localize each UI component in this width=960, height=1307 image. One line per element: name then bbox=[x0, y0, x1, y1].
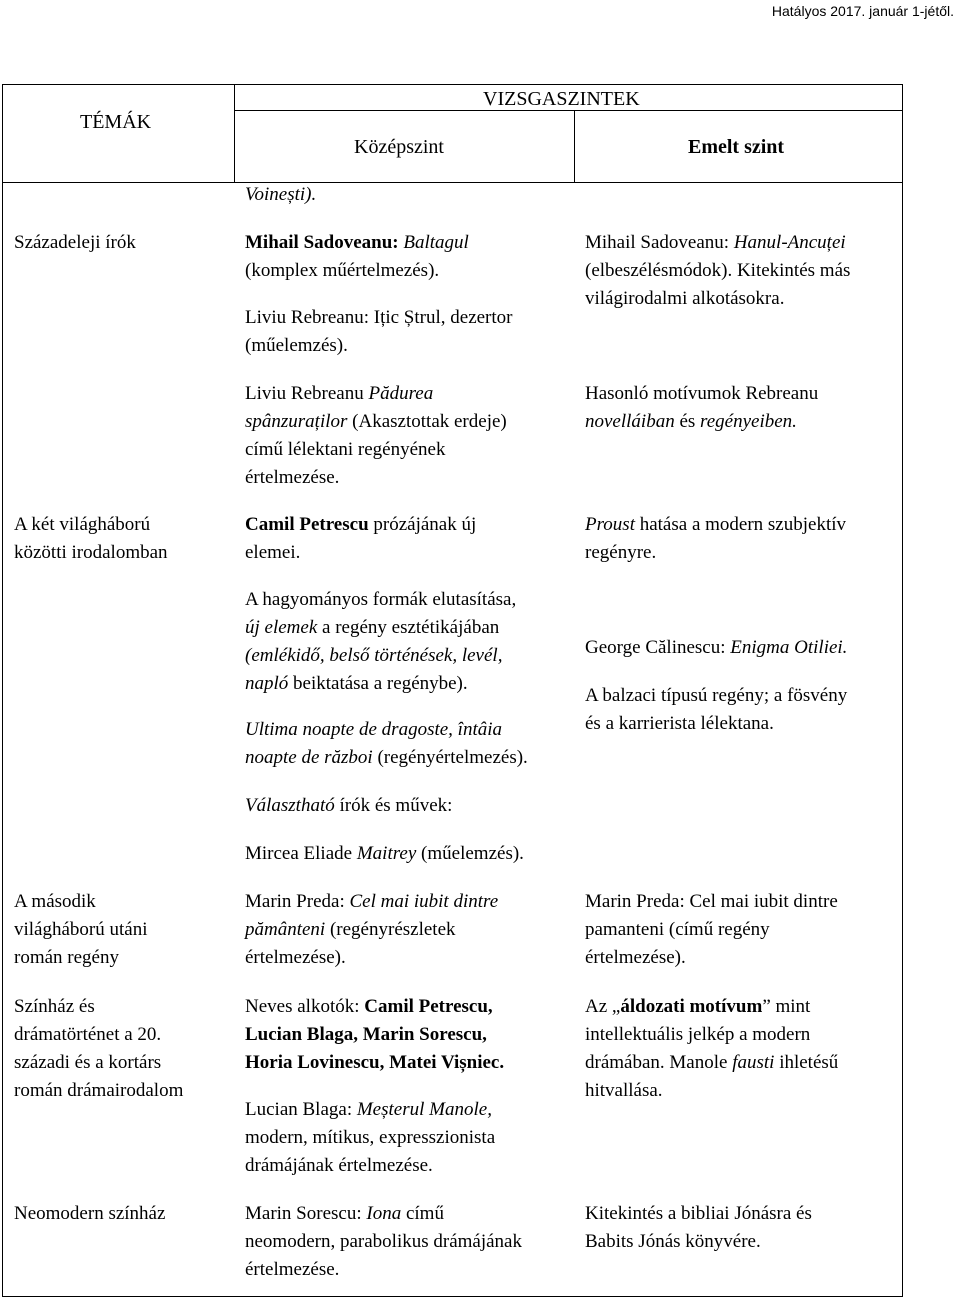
mid-level-header: Középszint bbox=[354, 136, 444, 158]
mid-sorescu: Marin Sorescu: Iona című neomodern, parabolikus drámájának értelmezése. bbox=[245, 1203, 522, 1280]
mid-preda: Marin Preda: Cel mai iubit dintre pământeni (regényrészletek értelmezése). bbox=[245, 891, 499, 968]
continuation-text: Voinești). bbox=[245, 184, 317, 205]
mid-rebreanu-padurea: Liviu Rebreanu Pădurea spânzuraților (Akasztottak erdeje) című lélektani regényének értelmezése. bbox=[245, 383, 507, 488]
mid-traditional-forms: A hagyományos formák elutasítása, új elemek a regény esztétikájában (emlékidő, belső történések, levél, napló beiktatása a regénybe). bbox=[245, 589, 517, 694]
mid-rebreanu-dezertor: Liviu Rebreanu: Ițic Ștrul, dezertor (műelemzés). bbox=[245, 307, 513, 356]
advanced-level-header: Emelt szint bbox=[688, 136, 785, 158]
topic-century-writers: Századeleji írók bbox=[14, 232, 136, 253]
page-header-note: Hatályos 2017. január 1-jétől. bbox=[771, 3, 954, 19]
mid-eliade: Mircea Eliade Maitrey (műelemzés). bbox=[245, 843, 524, 864]
exam-levels-header: VIZSGASZINTEK bbox=[483, 88, 640, 110]
adv-balzac: A balzaci típusú regény; a fösvény és a karrierista lélektana. bbox=[585, 685, 848, 734]
adv-sacrifice-motif: Az „áldozati motívum” mint intellektuális jelkép a modern drámában. Manole fausti ihletésű hitvallása. bbox=[585, 996, 839, 1101]
topic-postwar: A második világháború utáni román regény bbox=[14, 891, 148, 968]
table-divider bbox=[2, 182, 903, 183]
mid-selectable-works: Választható írók és művek: bbox=[245, 795, 453, 816]
adv-calinescu: George Călinescu: Enigma Otiliei. bbox=[585, 637, 848, 658]
table-divider bbox=[574, 110, 575, 182]
mid-blaga: Lucian Blaga: Meșterul Manole, modern, mítikus, expresszionista drámájának értelmezése. bbox=[245, 1099, 496, 1176]
mid-ultima-noapte: Ultima noapte de dragoste, întâia noapte de război (regényértelmezés). bbox=[245, 719, 528, 768]
adv-proust: Proust hatása a modern szubjektív regényre. bbox=[585, 514, 847, 563]
adv-sadoveanu: Mihail Sadoveanu: Hanul-Ancuței (elbeszélésmódok). Kitekintés más világirodalmi alkotásokra. bbox=[585, 232, 851, 309]
topic-interwar: A két világháború közötti irodalomban bbox=[14, 514, 168, 563]
adv-jonah: Kitekintés a bibliai Jónásra és Babits Jónás könyvére. bbox=[585, 1203, 812, 1252]
topic-theatre: Színház és drámatörténet a 20. századi és a kortárs román drámairodalom bbox=[14, 996, 184, 1101]
mid-sadoveanu: Mihail Sadoveanu: Baltagul (komplex műértelmezés). bbox=[245, 232, 469, 281]
adv-rebreanu-motifs: Hasonló motívumok Rebreanu novelláiban és regényeiben. bbox=[585, 383, 819, 432]
topic-neomodern: Neomodern színház bbox=[14, 1203, 166, 1224]
mid-camil-petrescu: Camil Petrescu prózájának új elemei. bbox=[245, 514, 477, 563]
mid-notable-authors: Neves alkotók: Camil Petrescu, Lucian Blaga, Marin Sorescu, Horia Lovinescu, Matei Vișniec. bbox=[245, 996, 505, 1073]
adv-preda: Marin Preda: Cel mai iubit dintre pamanteni (című regény értelmezése). bbox=[585, 891, 838, 968]
table-divider bbox=[234, 84, 235, 182]
topics-header: TÉMÁK bbox=[80, 111, 152, 133]
